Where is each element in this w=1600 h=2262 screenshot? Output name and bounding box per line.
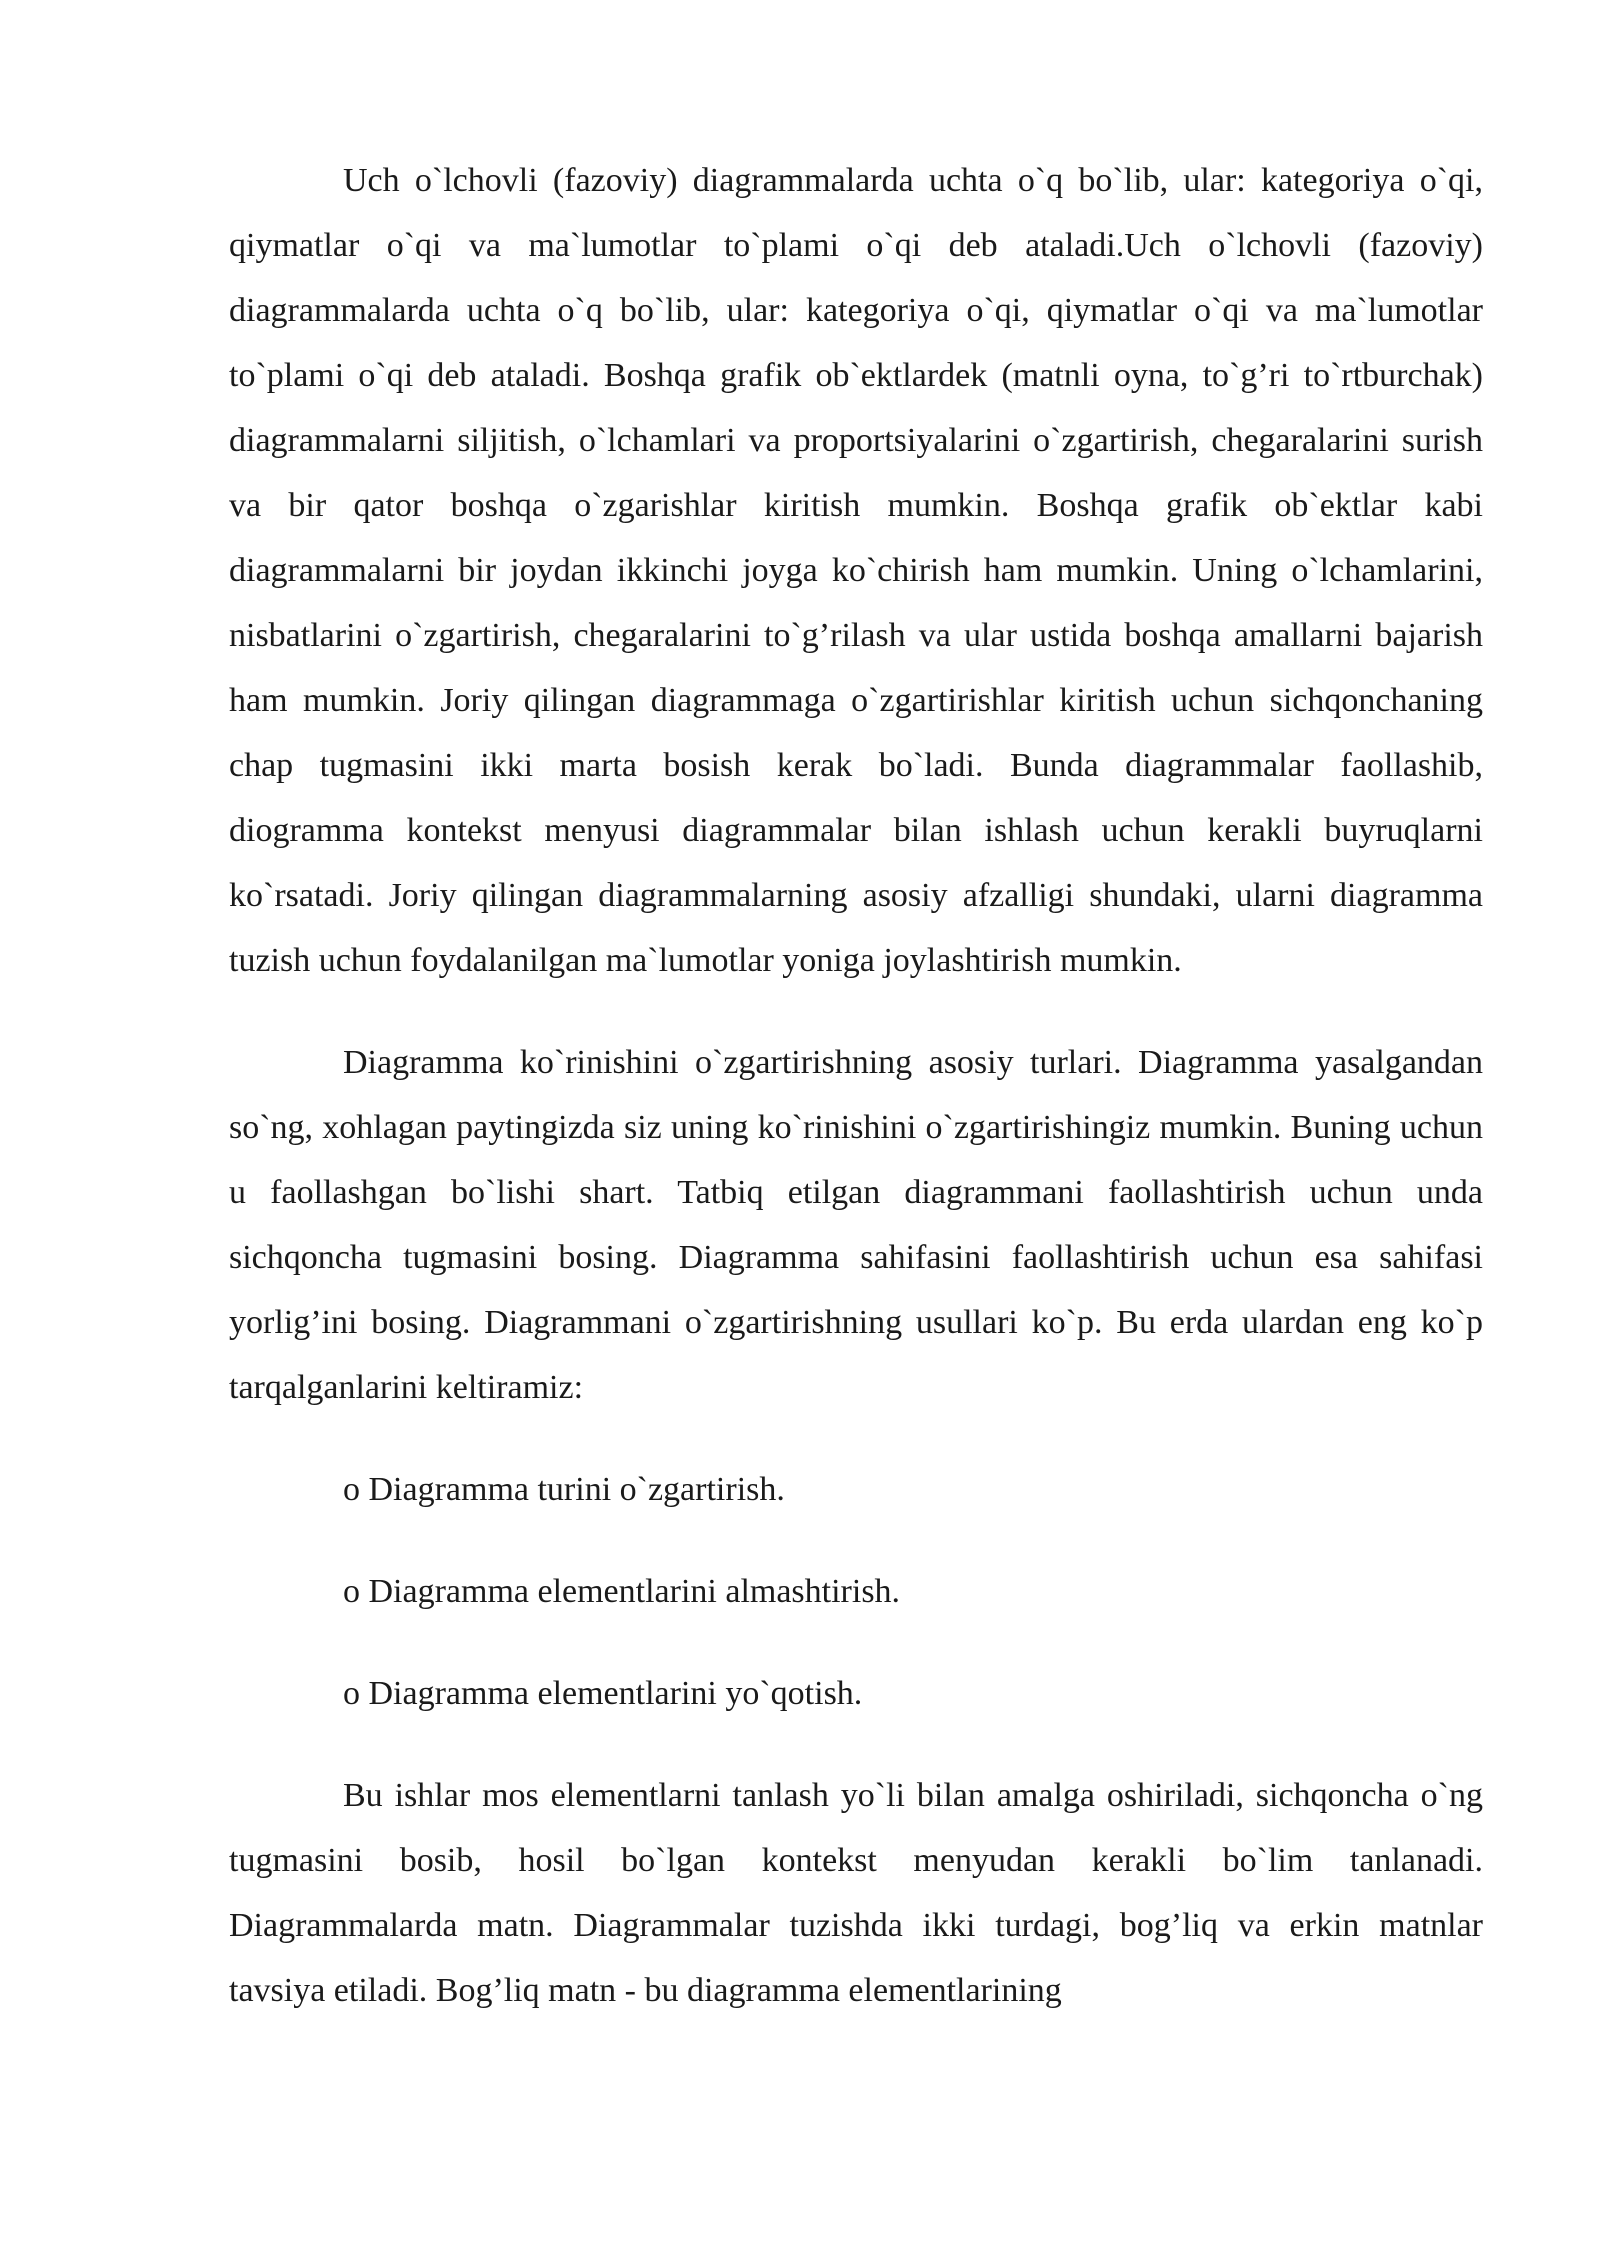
list-item-remove-chart-elements: o Diagramma elementlarini yo`qotish.: [343, 1675, 863, 1712]
paragraph-3d-charts: Uch o`lchovli (fazoviy) diagrammalarda uchta o`q bo`lib, ular: kategoriya o`qi, qiymatlar o`qi va ma`lumotlar to`plami o`qi deb ataladi.Uch o`lchovli (fazoviy) diagrammalarda uchta o`q bo`lib, ular: kategoriya o`qi, qiymatlar o`qi va ma`lumotlar to`plami o`qi deb ataladi. Boshqa grafik ob`ektlardek (matnli oyna, to`g’ri to`rtburchak) diagrammalarni siljitish, o`lchamlari va proportsiyalarini o`zgartirish, chegaralarini surish va bir qator boshqa o`zgarishlar kiritish mumkin. Boshqa grafik ob`ektlar kabi diagrammalarni bir joydan ikkinchi joyga ko`chirish ham mumkin. Uning o`lchamlarini, nisbatlarini o`zgartirish, chegaralarini to`g’rilash va ular ustida boshqa amallarni bajarish ham mumkin. Joriy qilingan diagrammaga o`zgartirishlar kiritish uchun sichqonchaning chap tugmasini ikki marta bosish kerak bo`ladi. Bunda diagrammalar faollashib, diogramma kontekst menyusi diagrammalar bilan ishlash uchun kerakli buyruqlarni ko`rsatadi. Joriy qilingan diagrammalarning asosiy afzalligi shundaki, ularni diagramma tuzish uchun foydalanilgan ma`lumotlar yoniga joylashtirish mumkin.: [229, 162, 1483, 979]
document-page: [229, 148, 1483, 2023]
paragraph-closing: Bu ishlar mos elementlarni tanlash yo`li bilan amalga oshiriladi, sichqoncha o`ng tugmasini bosib, hosil bo`lgan kontekst menyudan kerakli bo`lim tanlanadi. Diagrammalarda matn. Diagrammalar tuzishda ikki turdagi, bog’liq va erkin matnlar tavsiya etiladi. Bog’liq matn - bu diagramma elementlarining: [229, 1777, 1483, 2009]
list-item-replace-chart-elements: o Diagramma elementlarini almashtirish.: [343, 1573, 901, 1610]
paragraph-chart-view-types: Diagramma ko`rinishini o`zgartirishning asosiy turlari. Diagramma yasalgandan so`ng, xohlagan paytingizda siz uning ko`rinishini o`zgartirishingiz mumkin. Buning uchun u faollashgan bo`lishi shart. Tatbiq etilgan diagrammani faollashtirish uchun unda sichqoncha tugmasini bosing. Diagramma sahifasini faollashtirish uchun esa sahifasi yorlig’ini bosing. Diagrammani o`zgartirishning usullari ko`p. Bu erda ulardan eng ko`p tarqalganlarini keltiramiz:: [229, 1044, 1483, 1406]
list-item-change-chart-type: o Diagramma turini o`zgartirish.: [343, 1471, 785, 1508]
